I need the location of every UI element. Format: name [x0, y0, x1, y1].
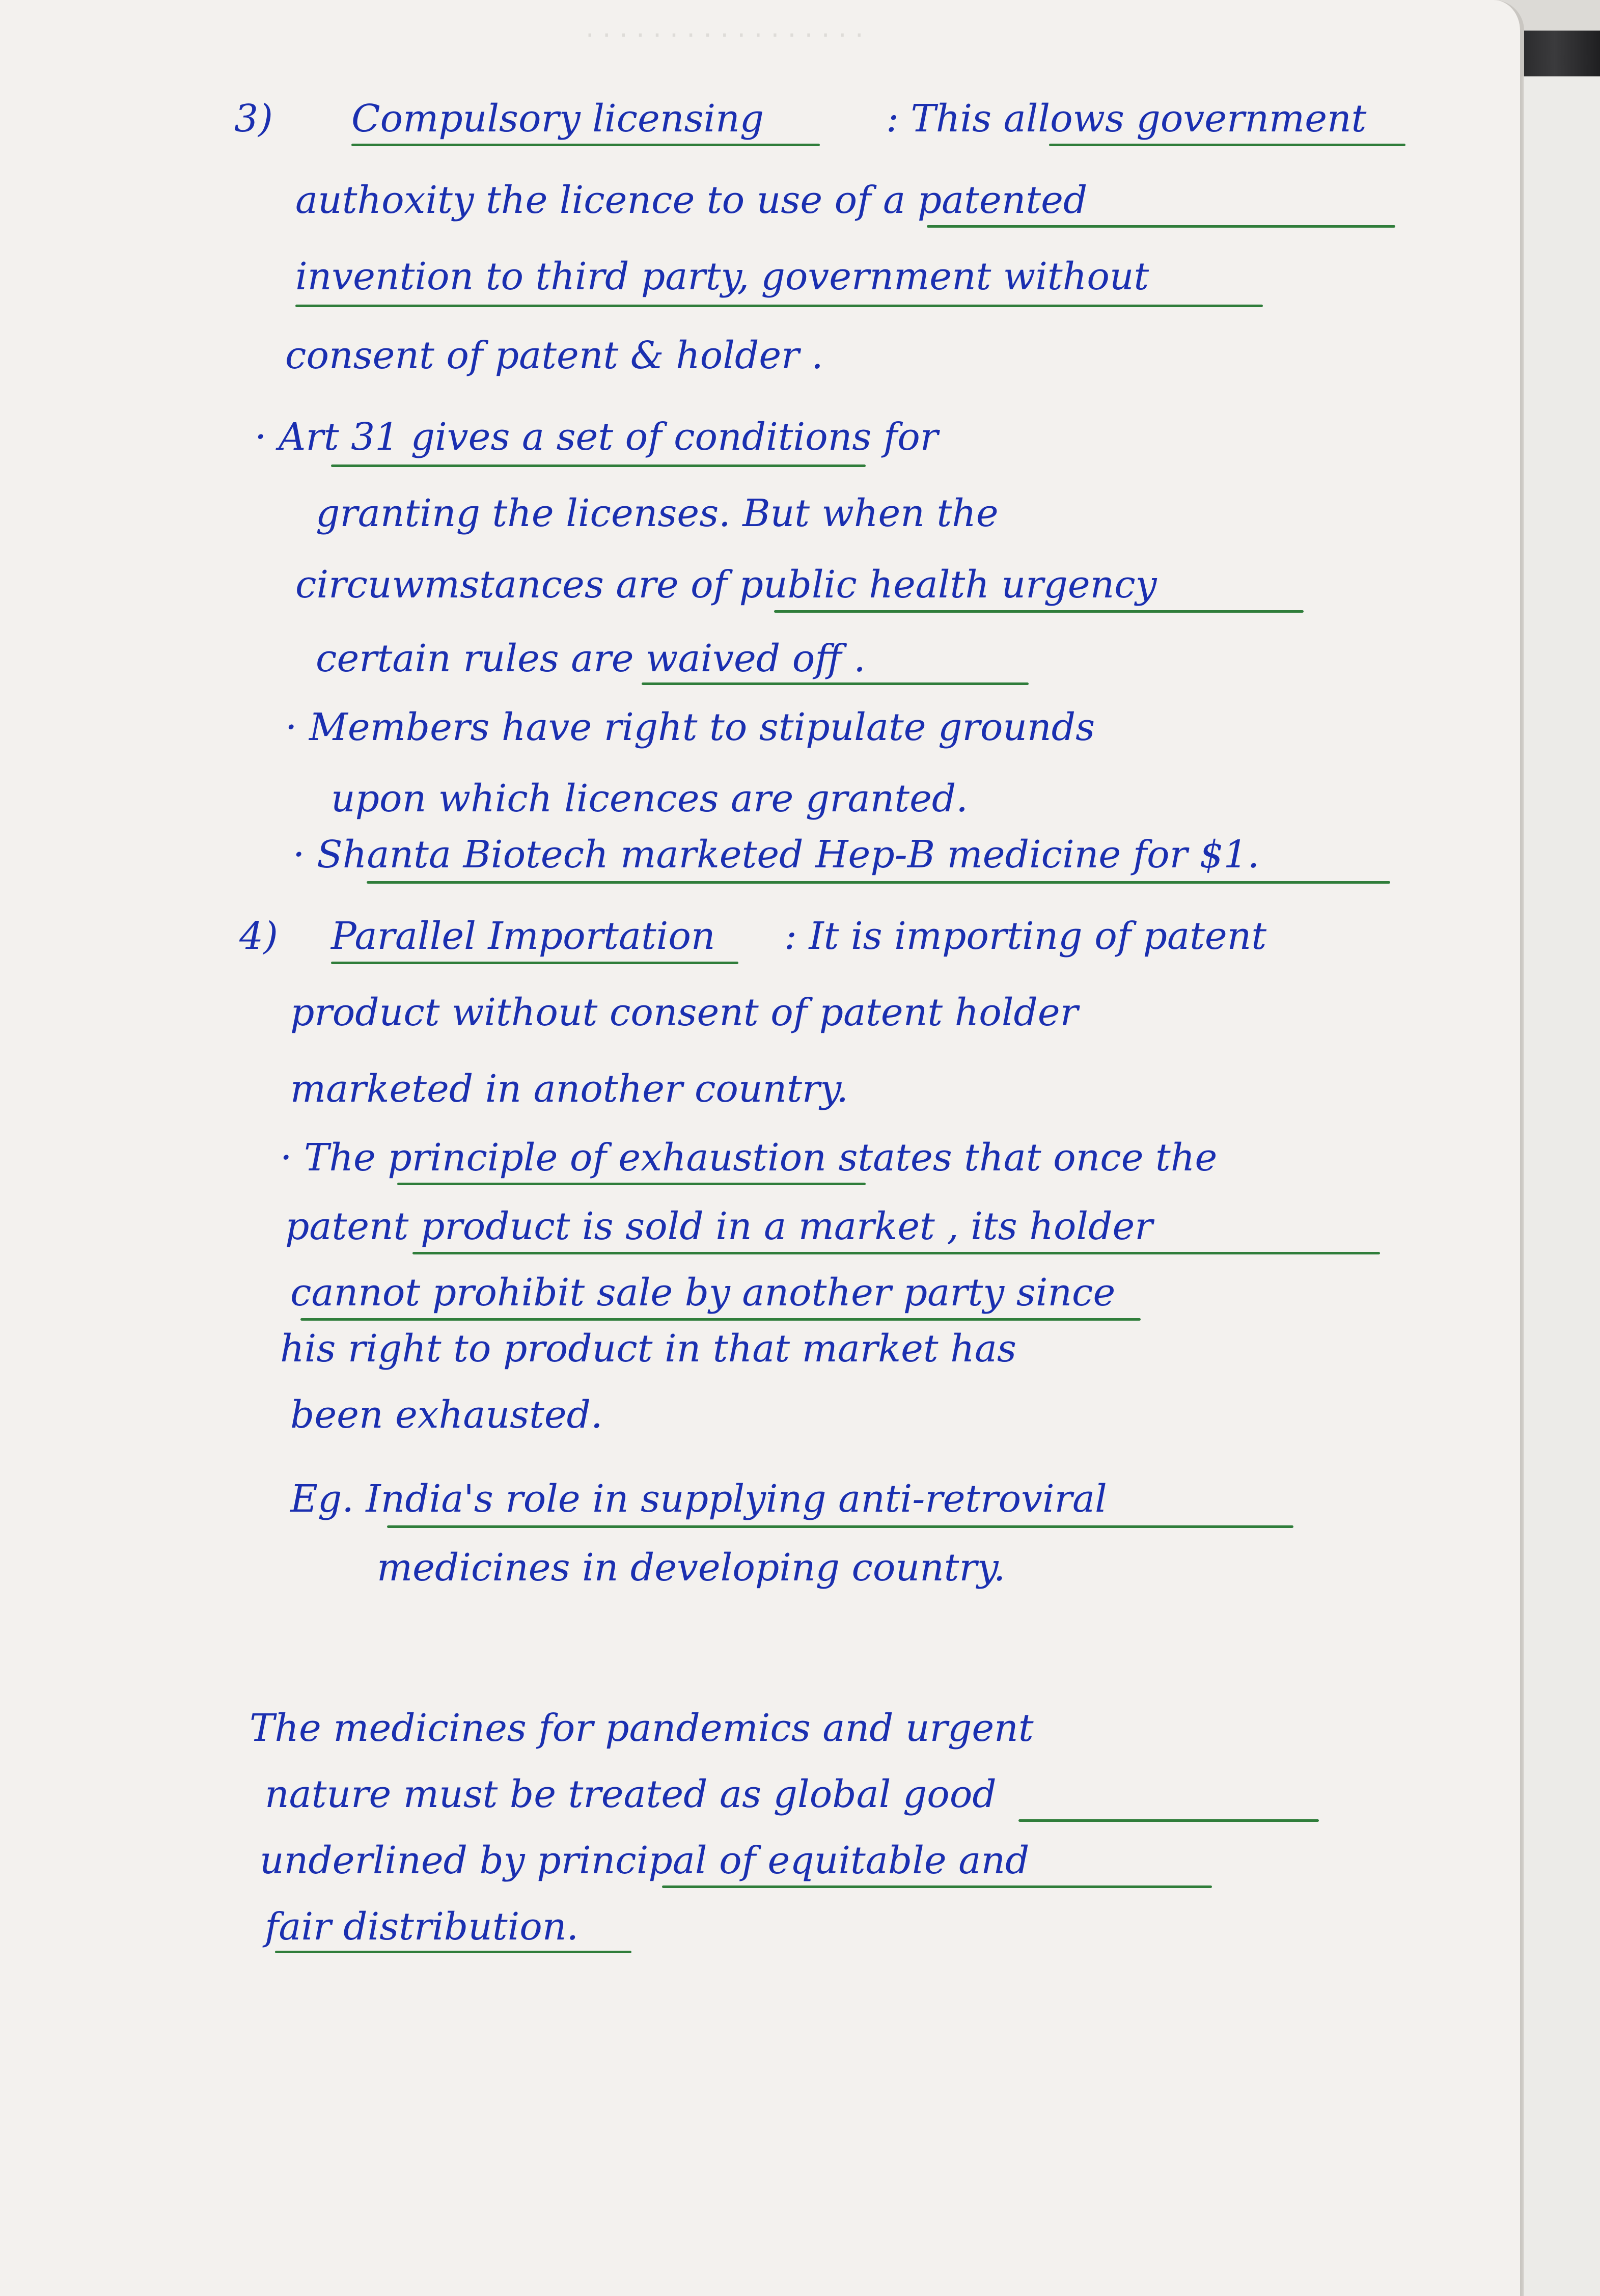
example-line: medicines in developing country. [377, 1546, 1006, 1590]
bullet-line: cannot prohibit sale by another party since [290, 1271, 1116, 1315]
bullet-line: certain rules are waived off . [316, 637, 866, 680]
bullet-line: patent product is sold in a market , its holder [285, 1205, 1153, 1248]
definition-line: consent of patent & holder . [285, 334, 823, 377]
section-number-3: 3) [234, 97, 273, 141]
definition-line: : It is importing of patent [784, 914, 1267, 958]
definition-line: marketed in another country. [290, 1067, 848, 1111]
bullet-line: granting the licenses. But when the [316, 491, 999, 535]
bullet-line: been exhausted. [290, 1393, 603, 1437]
definition-line: product without consent of patent holder [290, 991, 1079, 1034]
bullet-line: · The principle of exhaustion states that once the [280, 1136, 1218, 1180]
bullet-line: · Art 31 gives a set of conditions for [255, 415, 939, 459]
conclusion-line: underlined by principal of equitable and [260, 1839, 1030, 1882]
bullet-line: circuwmstances are of public health urgency [295, 563, 1157, 607]
bullet-line: upon which licences are granted. [331, 777, 968, 821]
definition-line: authoxity the licence to use of a patented [295, 178, 1088, 222]
definition-line: : This allows government [886, 97, 1367, 141]
next-page-edge [1522, 76, 1600, 2296]
section-number-4: 4) [239, 914, 278, 958]
conclusion-line: fair distribution. [265, 1905, 579, 1949]
example-line: Eg. India's role in supplying anti-retroviral [290, 1477, 1107, 1521]
section-heading-compulsory-licensing: Compulsory licensing [351, 97, 764, 141]
conclusion-line: The medicines for pandemics and urgent [250, 1706, 1034, 1750]
section-heading-parallel-importation: Parallel Importation [331, 914, 715, 958]
bleed-through-text: · · · · · · · · · · · · · · · · · [586, 20, 864, 51]
conclusion-line: nature must be treated as global good [265, 1772, 997, 1816]
bullet-line: his right to product in that market has [280, 1327, 1016, 1371]
definition-line: invention to third party, government without [295, 255, 1149, 298]
bullet-line: · Members have right to stipulate grounds [285, 705, 1095, 749]
bullet-line: · Shanta Biotech marketed Hep-B medicine for $1. [293, 833, 1260, 877]
